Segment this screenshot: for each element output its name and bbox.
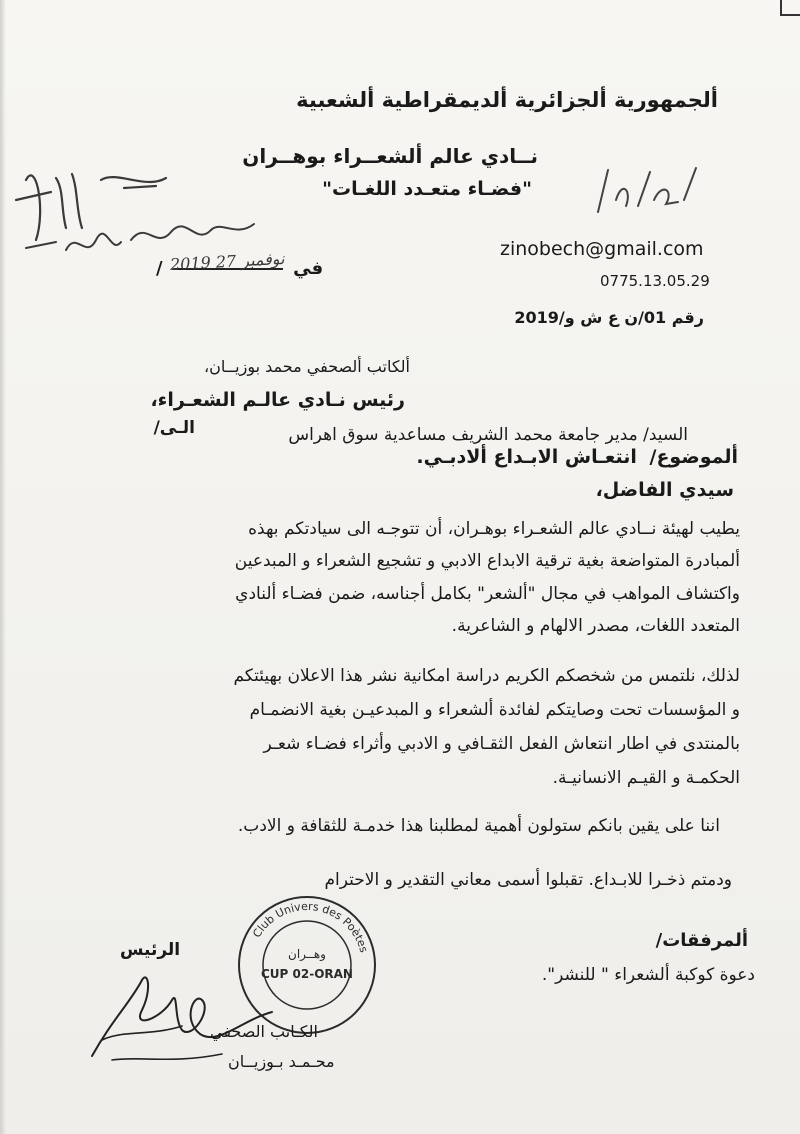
subject-label: ألموضوع/ — [649, 446, 738, 468]
republic-header: ألجمهورية ألجزائرية ألديمقراطية ألشعبية — [296, 88, 718, 112]
contact-phone: 0775.13.05.29 — [600, 272, 710, 290]
subject-text: انتعـاش الابـداع ألادبـي. — [416, 446, 637, 468]
sender-role: رئيس نـادي عالـم الشعـراء، — [150, 389, 405, 411]
date-value: 2019 نوفمبر 27 — [169, 249, 285, 274]
date-prefix: في — [293, 258, 324, 279]
body-line: المتعدد اللغات، مصدر الالهام و الشاعرية. — [451, 616, 740, 636]
addressee: السيد/ مدير جامعة محمد الشريف مساعدية سوق اهراس — [288, 425, 688, 445]
signature-role: الرئيس — [120, 940, 181, 960]
reference-number: رقم 01/ن ع ش و/2019 — [514, 308, 704, 327]
stamp-center: CUP 02-ORAN — [261, 967, 353, 981]
body-line: يطيب لهيئة نــادي عالم الشعـراء بوهـران، أن تتوجـه الى سيادتكم بهذه — [248, 519, 740, 539]
stamp-city: وهــران — [288, 947, 326, 961]
club-subtitle: "فضـاء متعـدد اللغـات" — [322, 178, 532, 200]
contact-email: zinobech@gmail.com — [500, 238, 704, 260]
attachment-item: دعوة كوكبة ألشعراء " للنشر". — [541, 965, 755, 985]
recipient-to: الـى/ — [153, 418, 195, 438]
body-line: واكتشاف المواهب في مجال "ألشعر" بكامل أجناسه، ضمن فضـاء ألنادي — [235, 584, 740, 604]
subject-line — [416, 446, 738, 468]
body-line: بالمنتدى في اطار انتعاش الفعل الثقـافي و الادبي وأثراء فضـاء شعـر — [263, 734, 740, 754]
body-line: لذلك، نلتمس من شخصكم الكريم دراسة امكانية نشر هذا الاعلان بهيئتكم — [233, 666, 740, 686]
attachments-label: ألمرفقات/ — [655, 930, 748, 951]
corner-mark — [780, 0, 800, 16]
body-line: الحكمـة و القيـم الانسانيـة. — [552, 768, 740, 788]
signatory-name: محـمـد بـوزيــان — [228, 1052, 335, 1071]
signatory-title: الكـاتب الصحفي — [210, 1022, 318, 1041]
club-name: نــادي عالم ألشعــراء بوهــران — [242, 144, 538, 168]
salutation: سيدي الفاضل، — [595, 479, 734, 501]
stamp-ring-text: Club Univers des Poètes — [250, 899, 371, 954]
date-slash: / — [156, 258, 163, 279]
handwritten-date — [592, 160, 702, 220]
sender-title: ألكاتب ألصحفي محمد بوزيــان، — [203, 357, 410, 376]
body-line: ألمبادرة المتواضعة بغية ترقية الابداع الادبي و تشجيع الشعراء و المبدعين — [234, 551, 740, 571]
body-line: و المؤسسات تحت وصايتكم لفائدة ألشعراء و المبدعيـن بغية الانضمـام — [249, 700, 740, 720]
body-line: اننا على يقين بانكم ستولون أهمية لمطلبنا هذا خدمـة للثقافة و الادب. — [237, 816, 720, 836]
closing-line: ودمتم ذخـرا للابـداع. تقبلوا أسمى معاني التقدير و الاحترام — [324, 870, 732, 890]
